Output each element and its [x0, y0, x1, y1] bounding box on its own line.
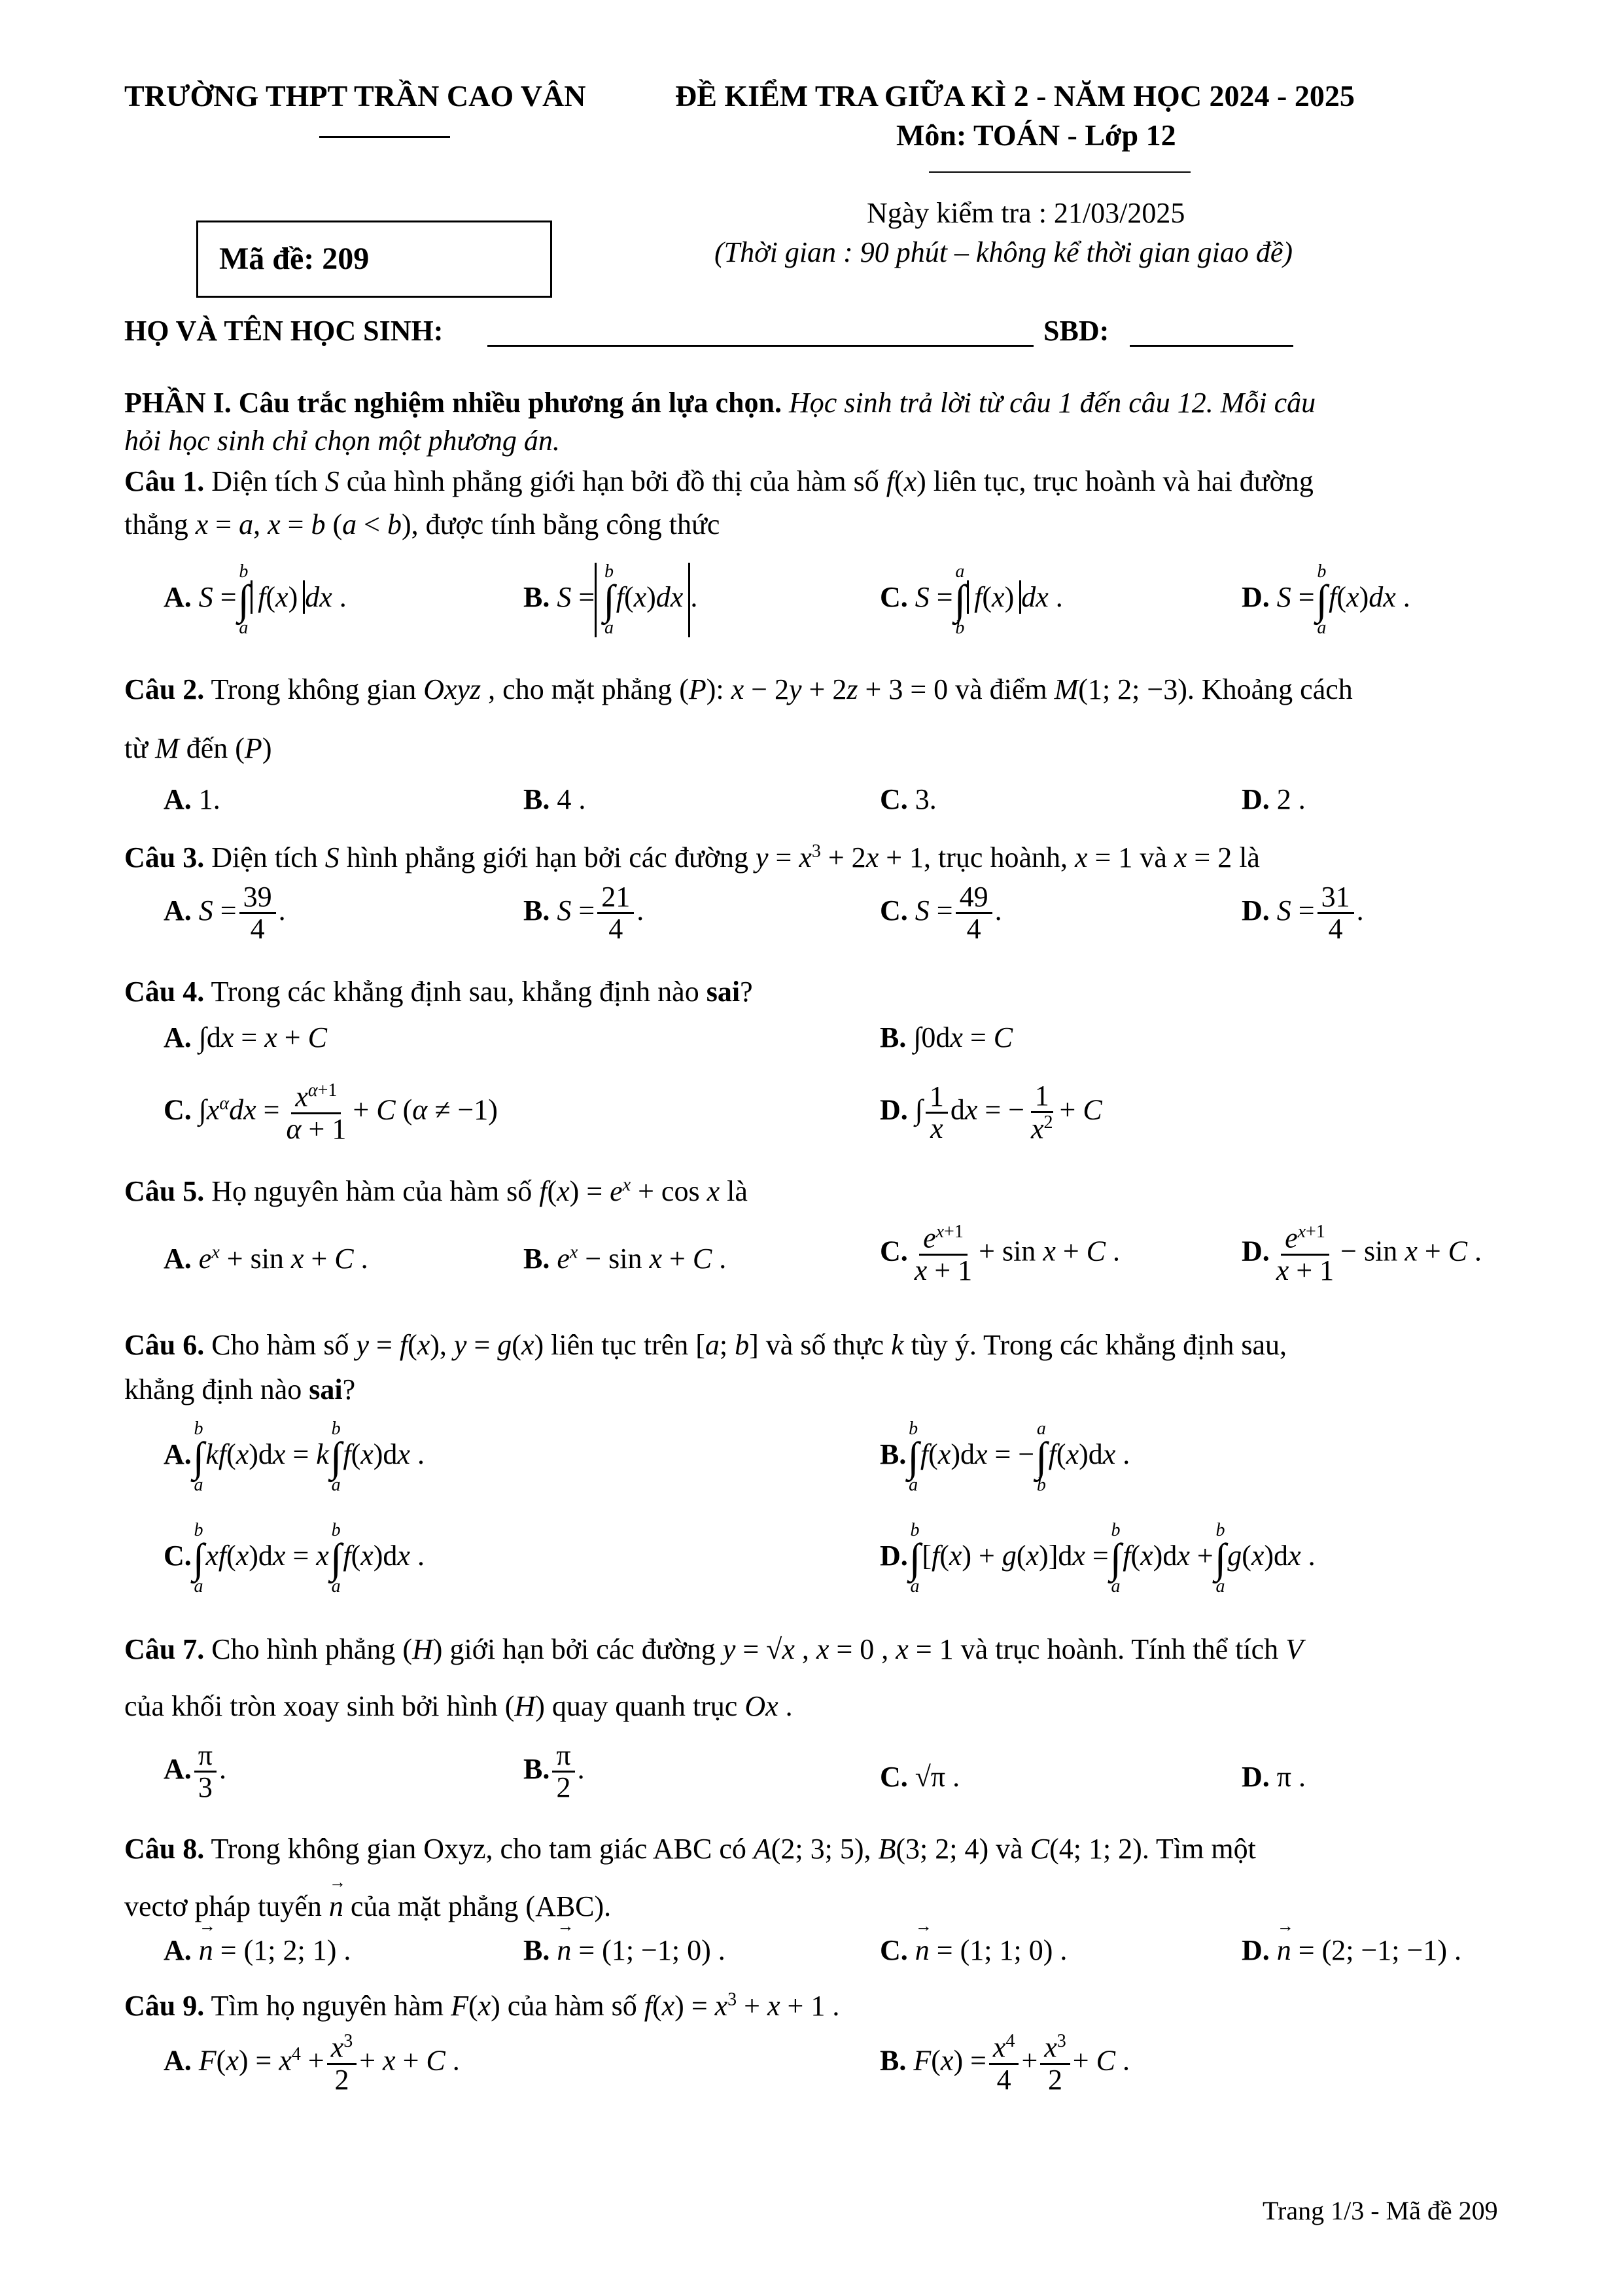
q7-option-c[interactable]: C. √π . [880, 1761, 960, 1793]
q2-option-b[interactable]: B. 4 . [523, 783, 586, 815]
opt-label: C. [880, 783, 908, 815]
subject-underline [929, 171, 1191, 173]
question-2-cont: từ M đến (P) [124, 732, 272, 764]
page-footer: Trang 1/3 - Mã đề 209 [1263, 2196, 1498, 2225]
opt-label: D. [1242, 894, 1270, 927]
q4-option-a[interactable]: A. ∫dx = x + C [164, 1021, 327, 1053]
school-name: TRƯỜNG THPT TRẦN CAO VÂN [124, 79, 586, 113]
opt-label: C. [880, 580, 908, 613]
opt-label: A. [164, 1934, 192, 1966]
opt-label: D. [1242, 1235, 1270, 1267]
exam-title: ĐỀ KIỂM TRA GIỮA KÌ 2 - NĂM HỌC 2024 - 2025 [675, 79, 1355, 113]
opt-label: B. [523, 1752, 550, 1785]
opt-label: C. [880, 1934, 908, 1966]
q6-option-a[interactable]: A. b ∫ a kf(x)dx = k b ∫ a f(x)dx . [164, 1419, 425, 1495]
opt-label: D. [880, 1093, 908, 1126]
opt-label: A. [164, 580, 192, 613]
question-7: Câu 7. Cho hình phẳng (H) giới hạn bởi các đường y = √x , x = 0 , x = 1 và trục hoành. Tính thể tích V [124, 1633, 1304, 1665]
opt-label: B. [523, 580, 550, 613]
opt-label: B. [523, 1934, 550, 1966]
section-instruction-2: hỏi học sinh chỉ chọn một phương án. [124, 425, 560, 457]
q5-label: Câu 5. [124, 1175, 205, 1207]
student-name-field[interactable] [487, 345, 1034, 347]
q6-option-d[interactable]: D. b ∫ a [f(x) + g(x)]dx = b ∫ a f(x)dx + b ∫ a g(x)dx . [880, 1520, 1316, 1597]
q2-option-a[interactable]: A. 1. [164, 783, 220, 815]
q1-option-c[interactable]: C. S = a ∫ b f(x) dx . [880, 561, 1063, 638]
q3-option-b[interactable]: B. S = $\frac{21}{4}$ . [523, 881, 644, 945]
opt-label: D. [1242, 783, 1270, 815]
exam-code: Mã đề: 209 [219, 241, 370, 276]
q5-option-d[interactable]: D. $\frac{e^{x+1}}{x + 1}$ − sin x + C . [1242, 1222, 1482, 1286]
opt-label: C. [880, 1761, 908, 1793]
opt-label: A. [164, 1752, 192, 1785]
q8-option-a[interactable]: A. → n = (1; 2; 1) . [164, 1934, 351, 1967]
question-6-cont: khẳng định nào sai? [124, 1373, 356, 1405]
question-9: Câu 9. Tìm họ nguyên hàm F(x) của hàm số $f(x) = x^3 + x + 1$ . [124, 1989, 840, 2022]
opt-label: B. [523, 894, 550, 927]
opt-label: A. [164, 783, 192, 815]
exam-date: Ngày kiểm tra : 21/03/2025 [867, 197, 1185, 229]
opt-label: B. [880, 1438, 907, 1470]
q3-option-d[interactable]: D. S = $\frac{31}{4}$ . [1242, 881, 1364, 945]
question-8: Câu 8. Trong không gian Oxyz, cho tam giác ABC có A(2; 3; 5), B(3; 2; 4) và C(4; 1; 2). Tìm một [124, 1833, 1256, 1865]
q3-option-c[interactable]: C. S = $\frac{49}{4}$ . [880, 881, 1002, 945]
q9-option-a[interactable]: A. $F(x) = x^4$ + $\frac{x^3}{2}$ + x + C . [164, 2031, 460, 2096]
sbd-field[interactable] [1130, 345, 1293, 347]
question-1-cont: thẳng x = a, x = b (a < b), được tính bằng công thức [124, 508, 720, 540]
q9-label: Câu 9. [124, 1990, 205, 2022]
q1-option-a[interactable]: A. S = b ∫ a f(x) dx . [164, 561, 347, 638]
question-4: Câu 4. Trong các khẳng định sau, khẳng định nào sai? [124, 976, 753, 1008]
q2-option-c[interactable]: C. 3. [880, 783, 937, 815]
q9-option-b[interactable]: B. F(x) = $\frac{x^4}{4}$ + $\frac{x^3}{2}$ + C . [880, 2031, 1130, 2096]
opt-label: C. [164, 1093, 192, 1126]
q4-option-b[interactable]: B. ∫0dx = C [880, 1021, 1013, 1053]
opt-label: D. [1242, 1934, 1270, 1966]
q5-option-c[interactable]: C. $\frac{e^{x+1}}{x + 1}$ + sin x + C . [880, 1222, 1121, 1286]
q1-option-b[interactable]: B. S = b ∫ a f(x)dx . [523, 561, 698, 638]
q1-label: Câu 1. [124, 465, 205, 497]
q6-option-c[interactable]: C. b ∫ a xf(x)dx = x b ∫ a f(x)dx . [164, 1520, 425, 1597]
q5-option-a[interactable]: A. $e^x + \sin x + C$ . [164, 1242, 368, 1275]
section-title [124, 386, 1316, 419]
subject: Môn: TOÁN - Lớp 12 [896, 118, 1176, 152]
q3-label: Câu 3. [124, 841, 205, 874]
q4-label: Câu 4. [124, 976, 205, 1008]
opt-label: A. [164, 894, 192, 927]
q7-option-a[interactable]: A. $\frac{\pi}{3}$ . [164, 1739, 226, 1804]
opt-label: D. [1242, 1761, 1270, 1793]
time-note: (Thời gian : 90 phút – không kể thời gian giao đề) [714, 236, 1293, 268]
q8-label: Câu 8. [124, 1833, 205, 1865]
opt-label: B. [523, 783, 550, 815]
q7-option-d[interactable]: D. π . [1242, 1761, 1306, 1793]
opt-label: C. [880, 894, 908, 927]
q8-option-d[interactable]: D. → n = (2; −1; −1) . [1242, 1934, 1461, 1967]
q6-option-b[interactable]: B. b ∫ a f(x)dx = − a ∫ b f(x)dx . [880, 1419, 1130, 1495]
q8-option-b[interactable]: B. → n = (1; −1; 0) . [523, 1934, 725, 1967]
question-1: Câu 1. Diện tích S của hình phẳng giới hạn bởi đồ thị của hàm số f(x) liên tục, trục hoành và hai đường [124, 465, 1314, 497]
q5-option-b[interactable]: B. $e^x - \sin x + C$ . [523, 1242, 727, 1275]
opt-label: A. [164, 1243, 192, 1275]
q8-option-c[interactable]: C. → n = (1; 1; 0) . [880, 1934, 1067, 1967]
question-2: Câu 2. Trong không gian Oxyz , cho mặt phẳng (P): x − 2y + 2z + 3 = 0 và điểm M(1; 2; −3). Khoảng cách [124, 673, 1353, 705]
opt-label: B. [880, 1021, 907, 1053]
opt-label: D. [1242, 580, 1270, 613]
opt-label: A. [164, 1438, 192, 1470]
question-5: Câu 5. Họ nguyên hàm của hàm số $f(x) = e^x + \cos x$ là [124, 1174, 748, 1207]
sbd-label: SBD: [1043, 315, 1109, 347]
opt-label: B. [523, 1243, 550, 1275]
opt-label: A. [164, 2044, 192, 2077]
opt-label: B. [880, 2044, 907, 2077]
q7-option-b[interactable]: B. $\frac{\pi}{2}$ . [523, 1739, 585, 1804]
question-3: Câu 3. Diện tích S hình phẳng giới hạn bởi các đường $y = x^3 + 2x + 1$, trục hoành, x = 1 và x = 2 là [124, 841, 1260, 874]
question-7-cont: của khối tròn xoay sinh bởi hình (H) quay quanh trục Ox . [124, 1690, 793, 1722]
q2-label: Câu 2. [124, 673, 205, 705]
q4-option-c[interactable]: C. $\int x^\alpha dx$ = $\frac{x^{\alpha+1}}{\alpha + 1}$ + C (α ≠ −1) [164, 1080, 498, 1145]
question-8-cont: vectơ pháp tuyến → n của mặt phẳng (ABC). [124, 1890, 611, 1923]
q1-option-d[interactable]: D. S = b ∫ a f(x)dx . [1242, 561, 1410, 638]
q6-label: Câu 6. [124, 1329, 205, 1361]
opt-label: D. [880, 1539, 908, 1572]
opt-label: A. [164, 1021, 192, 1053]
q7-label: Câu 7. [124, 1633, 205, 1665]
section-title-text: PHẦN I. Câu trắc nghiệm nhiều phương án lựa chọn. [124, 387, 782, 419]
school-underline [319, 136, 450, 138]
q4-option-d[interactable]: D. ∫ $\frac{1}{x}$ dx = − $\frac{1}{x^2}$ + C [880, 1080, 1102, 1145]
q2-option-d[interactable]: D. 2 . [1242, 783, 1306, 815]
opt-label: C. [880, 1235, 908, 1267]
question-6: Câu 6. Cho hàm số y = f(x), y = g(x) liên tục trên [a; b] và số thực k tùy ý. Trong các khẳng định sau, [124, 1329, 1287, 1361]
opt-label: C. [164, 1539, 192, 1572]
student-name-label: HỌ VÀ TÊN HỌC SINH: [124, 315, 444, 347]
section-instruction: Học sinh trả lời từ câu 1 đến câu 12. Mỗi câu [789, 387, 1316, 419]
q3-option-a[interactable]: A. S = $\frac{39}{4}$ . [164, 881, 286, 945]
